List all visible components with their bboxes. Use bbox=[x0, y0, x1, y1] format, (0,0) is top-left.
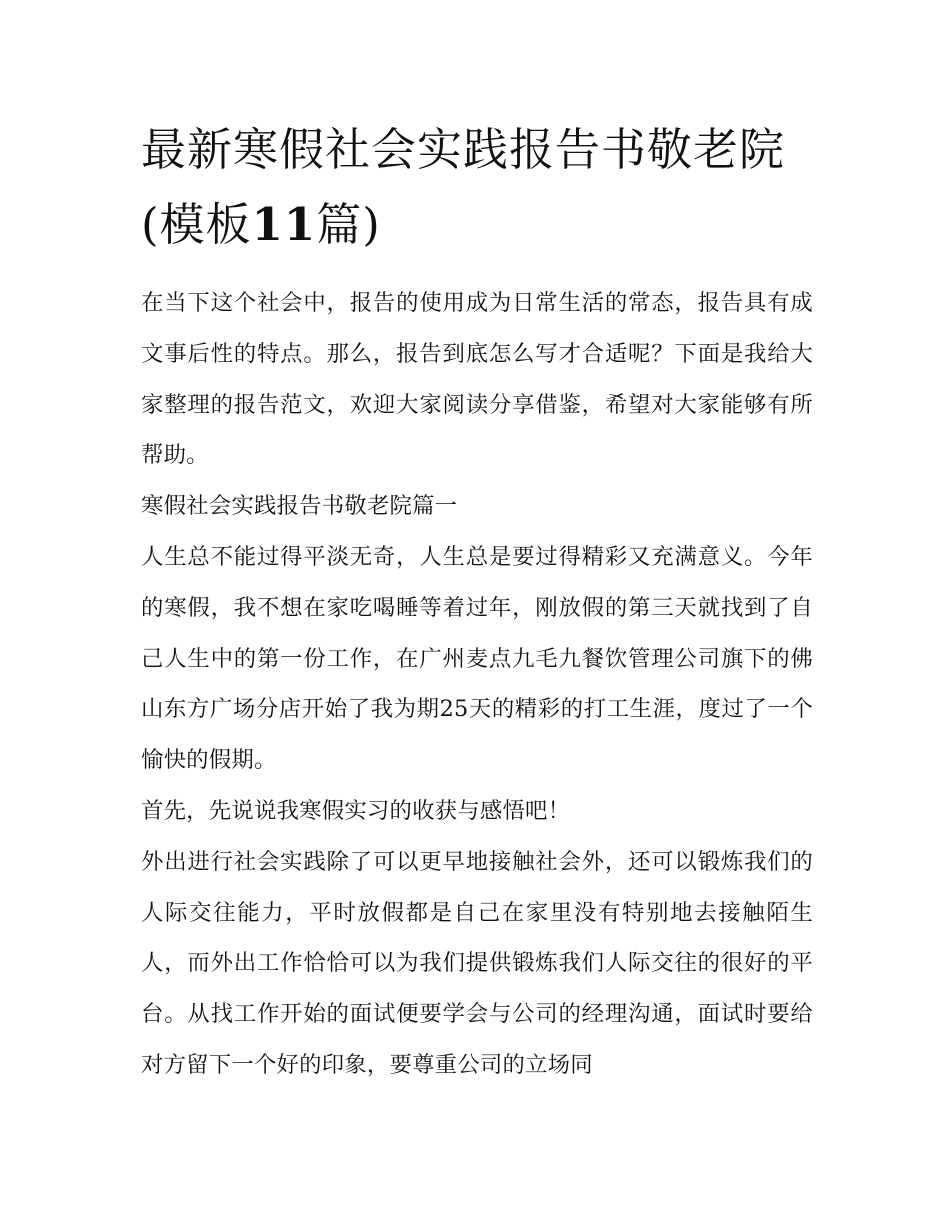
document-title: 最新寒假社会实践报告书敬老院(模板11篇) bbox=[141, 123, 786, 251]
intro-paragraph: 在当下这个社会中，报告的使用成为日常生活的常态，报告具有成文事后性的特点。那么，报告到底怎么写才合适呢？下面是我给大家整理的报告范文，欢迎大家阅读分享借鉴，希望对大家能够有所帮助。 bbox=[141, 290, 813, 469]
body-paragraph: 人生总不能过得平淡无奇，人生总是要过得精彩又充满意义。今年的寒假，我不想在家吃喝睡等着过年，刚放假的第三天就找到了自己人生中的第一份工作，在广州麦点九毛九餐饮管理公司旗下的佛山东方广场分店开始了我为期25天的精彩的打工生涯，度过了一个愉快的假期。 bbox=[141, 543, 813, 774]
document-page bbox=[141, 112, 813, 1091]
section-heading: 寒假社会实践报告书敬老院篇一 bbox=[141, 493, 458, 520]
body-paragraph: 首先，先说说我寒假实习的收获与感悟吧！ bbox=[141, 797, 571, 824]
document-body bbox=[141, 278, 813, 1091]
body-paragraph: 外出进行社会实践除了可以更早地接触社会外，还可以锻炼我们的人际交往能力，平时放假都是自己在家里没有特别地去接触陌生人，而外出工作恰恰可以为我们提供锻炼我们人际交往的很好的平台。从找工作开始的面试便要学会与公司的经理沟通，面试时要给对方留下一个好的印象，要尊重公司的立场同 bbox=[141, 848, 813, 1078]
